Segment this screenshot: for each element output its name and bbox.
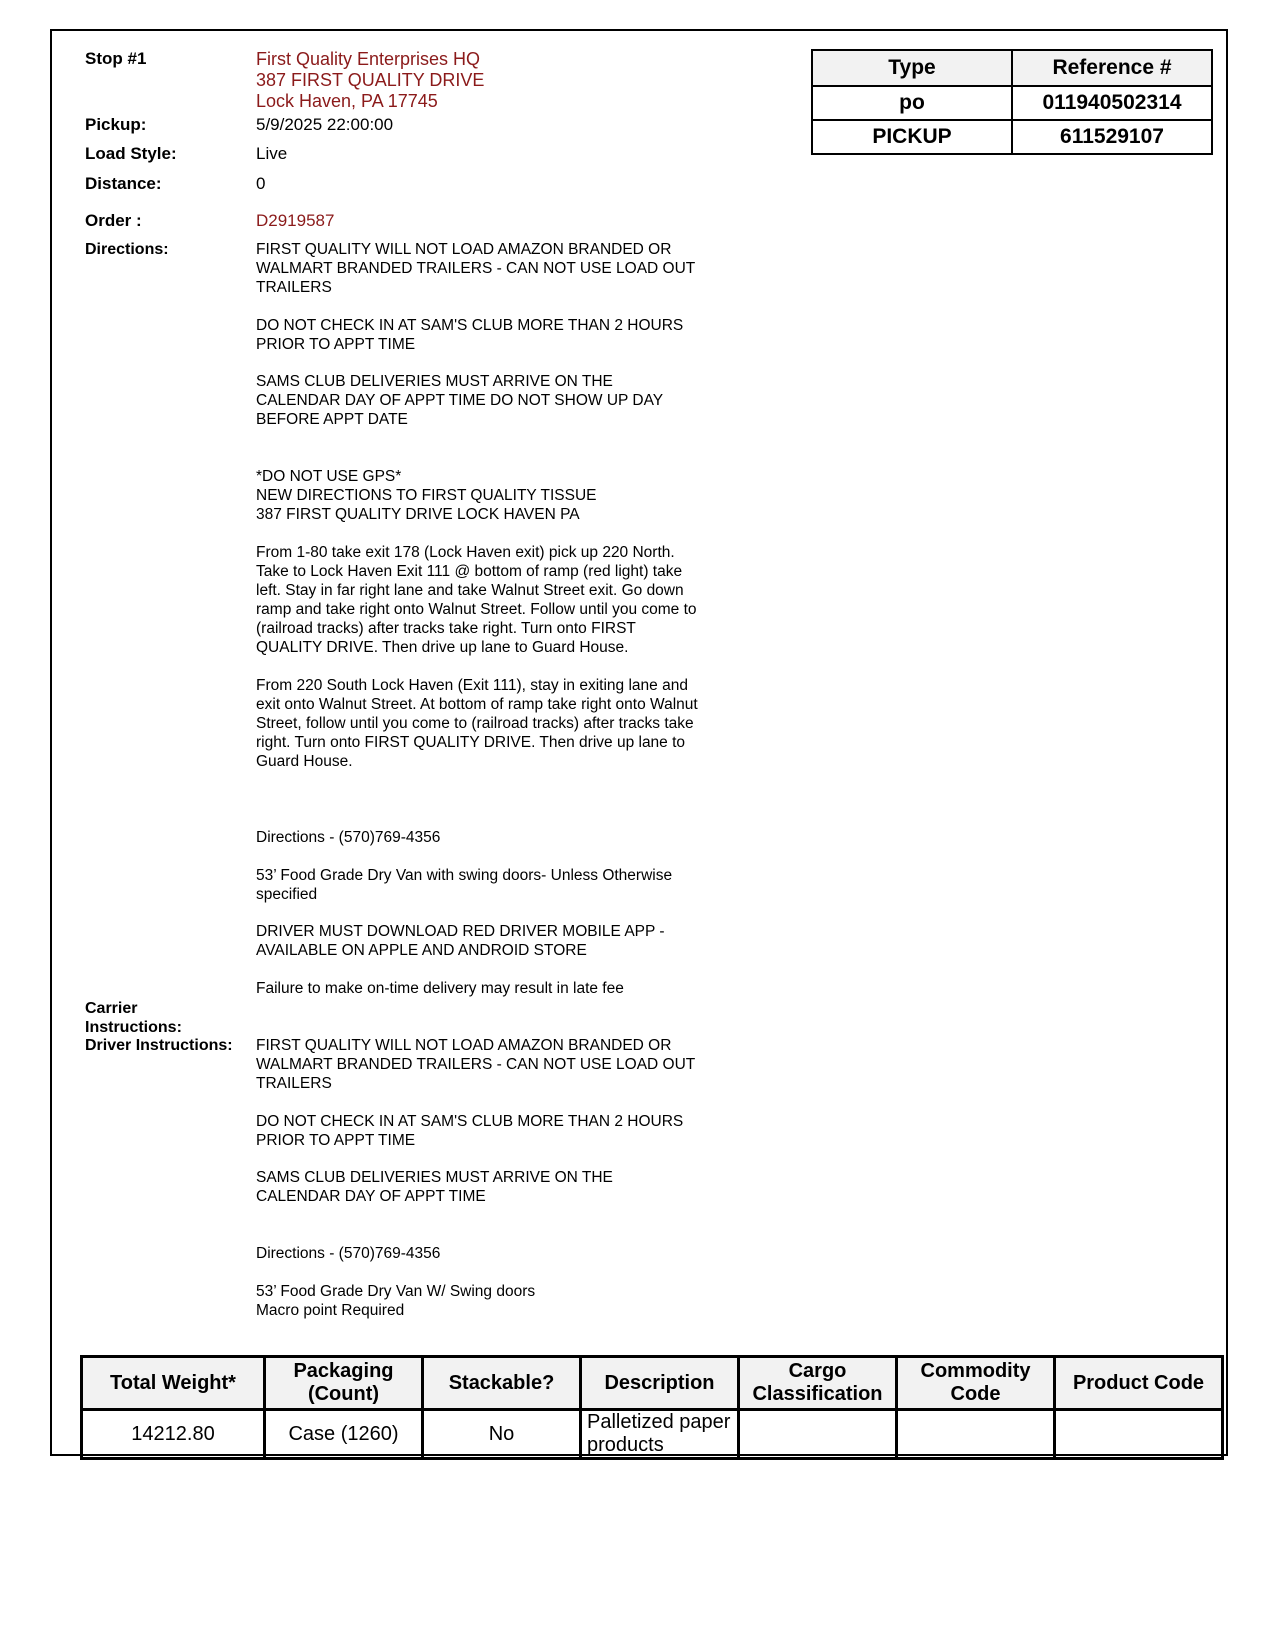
commodity-code-cell (897, 1410, 1055, 1459)
reference-type-cell: po (812, 86, 1012, 120)
directions-p6: From 220 South Lock Haven (Exit 111), stay in exiting lane and exit onto Walnut Street. At bottom of ramp take right onto Walnut Street, follow until you come to (railroad tracks) after tracks take right. Turn onto FIRST QUALITY DRIVE. Then drive up lane to Guard House. (256, 677, 698, 770)
distance-value: 0 (256, 174, 266, 193)
stackable-cell: No (423, 1410, 581, 1459)
table-row (812, 86, 1212, 120)
header-cargo-classification: Cargo Classification (739, 1357, 897, 1410)
reference-type-cell: PICKUP (812, 120, 1012, 154)
directions-p4: *DO NOT USE GPS* NEW DIRECTIONS TO FIRST QUALITY TISSUE 387 FIRST QUALITY DRIVE LOCK HAVEN PA (256, 468, 597, 523)
items-table (80, 1355, 1224, 1460)
reference-number-cell: 011940502314 (1012, 86, 1212, 120)
directions-p10: Failure to make on-time delivery may result in late fee (256, 980, 624, 997)
driver-phone: Directions - (570)769-4356 (256, 1245, 441, 1262)
directions-p2: DO NOT CHECK IN AT SAM'S CLUB MORE THAN 2 HOURS PRIOR TO APPT TIME (256, 317, 684, 353)
driver-instructions-label: Driver Instructions: (85, 1037, 233, 1054)
load-style-label: Load Style: (85, 144, 177, 163)
load-style-value: Live (256, 144, 288, 163)
directions-p9: DRIVER MUST DOWNLOAD RED DRIVER MOBILE APP - AVAILABLE ON APPLE AND ANDROID STORE (256, 923, 665, 959)
driver-p1: FIRST QUALITY WILL NOT LOAD AMAZON BRANDED OR WALMART BRANDED TRAILERS - CAN NOT USE LOAD OUT TRAILERS (256, 1037, 696, 1092)
pickup-value: 5/9/2025 22:00:00 (256, 115, 394, 134)
description-cell: Palletized paper products (581, 1410, 739, 1459)
directions-phone: Directions - (570)769-4356 (256, 829, 441, 846)
reference-table (811, 49, 1213, 155)
cargo-classification-cell (739, 1410, 897, 1459)
distance-label: Distance: (85, 174, 162, 193)
header-stackable: Stackable? (423, 1357, 581, 1410)
pickup-label: Pickup: (85, 115, 147, 134)
header-product-code: Product Code (1055, 1357, 1223, 1410)
order-value: D2919587 (256, 211, 335, 230)
product-code-cell (1055, 1410, 1223, 1459)
stop-city: Lock Haven, PA 17745 (256, 91, 438, 111)
carrier-instructions-label: Carrier Instructions: (85, 1000, 182, 1036)
header-packaging: Packaging (Count) (265, 1357, 423, 1410)
table-row (82, 1410, 1223, 1459)
reference-number-cell: 611529107 (1012, 120, 1212, 154)
reference-header-type: Type (812, 50, 1012, 86)
stop-label: Stop #1 (85, 49, 147, 68)
stop-street: 387 FIRST QUALITY DRIVE (256, 70, 485, 90)
driver-p3: SAMS CLUB DELIVERIES MUST ARRIVE ON THE CALENDAR DAY OF APPT TIME (256, 1169, 613, 1205)
header-commodity-code: Commodity Code (897, 1357, 1055, 1410)
directions-p3: SAMS CLUB DELIVERIES MUST ARRIVE ON THE CALENDAR DAY OF APPT TIME DO NOT SHOW UP DAY BEFORE APPT DATE (256, 373, 664, 428)
packaging-cell: Case (1260) (265, 1410, 423, 1459)
directions-p1: FIRST QUALITY WILL NOT LOAD AMAZON BRANDED OR WALMART BRANDED TRAILERS - CAN NOT USE LOAD OUT TRAILERS (256, 241, 696, 296)
order-label: Order : (85, 211, 142, 230)
driver-p2: DO NOT CHECK IN AT SAM'S CLUB MORE THAN 2 HOURS PRIOR TO APPT TIME (256, 1113, 684, 1149)
header-total-weight: Total Weight* (82, 1357, 265, 1410)
reference-header-number: Reference # (1012, 50, 1212, 86)
stop-name: First Quality Enterprises HQ (256, 49, 481, 69)
header-description: Description (581, 1357, 739, 1410)
total-weight-cell: 14212.80 (82, 1410, 265, 1459)
directions-label: Directions: (85, 241, 169, 258)
directions-p5: From 1-80 take exit 178 (Lock Haven exit) pick up 220 North. Take to Lock Haven Exit 111 @ bottom of ramp (red light) take left. Stay in far right lane and take Walnut Street exit. Go down ramp and take right onto Walnut Street. Follow until you come to (railroad tracks) after tracks take right. Turn onto FIRST QUALITY DRIVE. Then drive up lane to Guard House. (256, 544, 697, 656)
driver-p5: 53’ Food Grade Dry Van W/ Swing doors Macro point Required (256, 1283, 536, 1319)
stop-address (256, 49, 484, 112)
table-row (812, 120, 1212, 154)
directions-p8: 53’ Food Grade Dry Van with swing doors- Unless Otherwise specified (256, 867, 673, 903)
